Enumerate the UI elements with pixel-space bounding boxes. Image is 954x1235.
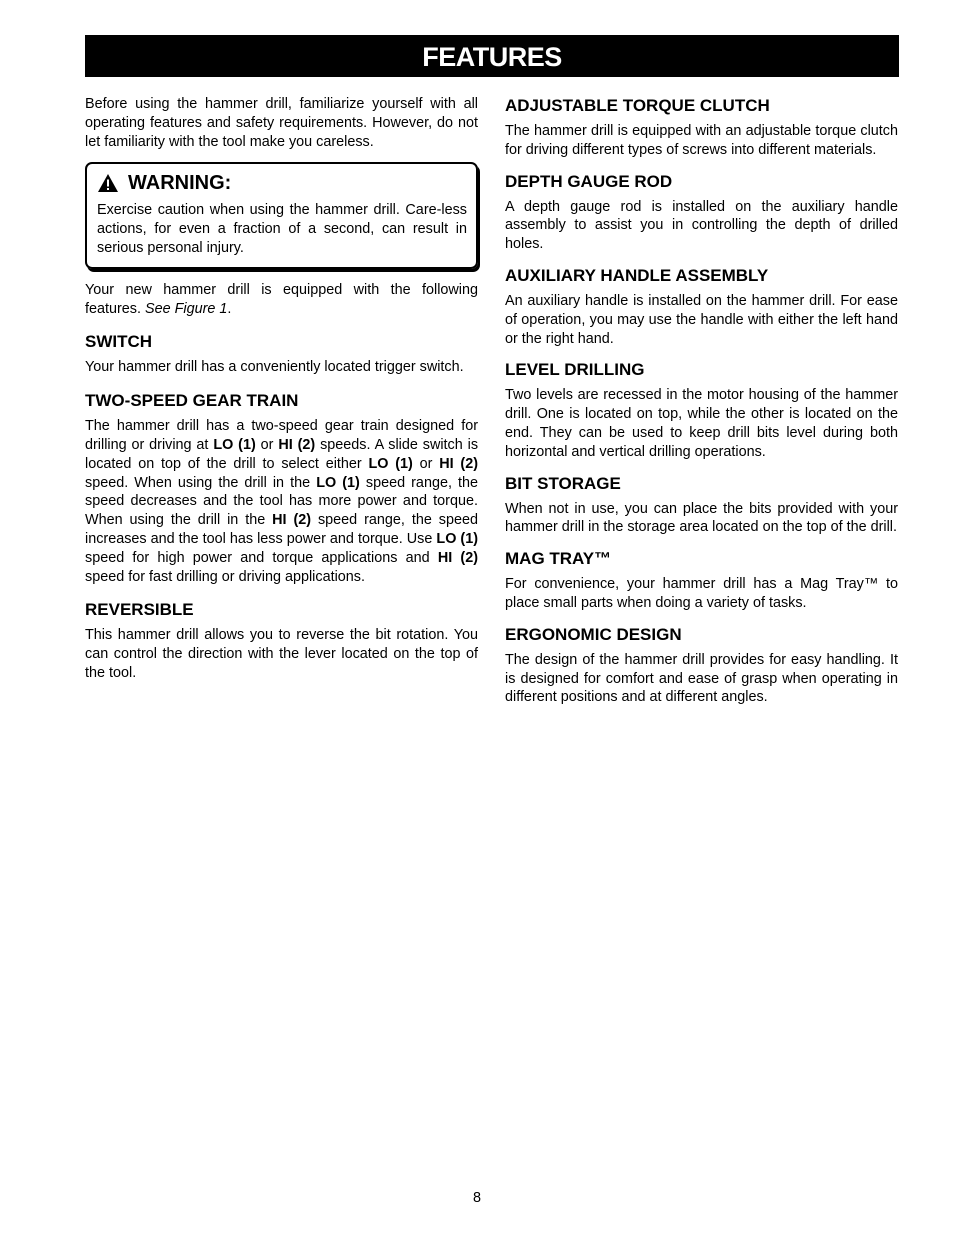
section-gear-train: [85, 390, 478, 586]
section-bit-storage: [505, 473, 898, 538]
switch-heading: SWITCH: [85, 332, 153, 352]
section-depth: [505, 171, 898, 254]
warning-heading: WARNING:: [128, 172, 232, 195]
switch-text: Your hammer drill has a conveniently located trigger switch.: [85, 359, 464, 376]
warning-text: Exercise caution when using the hammer drill. Care-less actions, for even a fraction of a second, can result in serious personal injury.: [97, 202, 467, 256]
warning-box: [85, 162, 478, 268]
level-text: Two levels are recessed in the motor housing of the hammer drill. One is located on top, while the other is located on the end. They can be used to keep drill bits level during both horizontal and vertical drilling operations.: [505, 387, 898, 460]
left-column: [85, 95, 478, 683]
intro-paragraph: Before using the hammer drill, familiarize yourself with all operating features and safety requirements. However, do not let familiarity with the tool make you careless.: [85, 96, 478, 150]
page-number: 8: [472, 1190, 481, 1206]
section-mag-tray: [505, 548, 898, 613]
section-aux-handle: [505, 265, 898, 348]
equipped-paragraph: [85, 281, 478, 319]
bits-text: When not in use, you can place the bits provided with your hammer drill in the storage area located on the top of the drill.: [505, 500, 898, 536]
figure-reference: See Figure 1: [145, 300, 228, 317]
section-ergonomic: [505, 624, 898, 707]
page-title-bar: [85, 35, 899, 77]
ergo-text: The design of the hammer drill provides for easy handling. It is designed for comfort and ease of grasp when operating in different positions and at different angles.: [505, 651, 898, 706]
depth-text: A depth gauge rod is installed on the auxiliary handle assembly to assist you in controlling the depth of drilled holes.: [505, 198, 898, 253]
depth-heading: DEPTH GAUGE ROD: [505, 171, 673, 191]
gear-text: The hammer drill has a two-speed gear train designed for drilling or driving at LO (1) or HI (2) speeds. A slide switch is located on top of the drill to select either LO (1) or HI (2) speed. When using the drill in the LO (1) speed range, the speed decreases and the tool has more power and torque. When using the drill in the HI (2) speed range, the speed increases and the tool has less power and torque. Use LO (1) speed for high power and torque applications and HI (2) speed for fast drilling or driving applications.: [85, 418, 479, 585]
equipped-text: Your new hammer drill is equipped with the following features.: [85, 281, 478, 317]
section-switch: [85, 331, 478, 377]
right-column: [505, 95, 898, 707]
torque-text: The hammer drill is equipped with an adjustable torque clutch for driving different types of screws into different materials.: [505, 123, 898, 158]
ergo-heading: ERGONOMIC DESIGN: [505, 624, 682, 644]
warning-triangle-icon: [97, 173, 119, 193]
gear-heading: TWO-SPEED GEAR TRAIN: [85, 391, 299, 411]
warning-header: [97, 171, 467, 195]
section-level: [505, 359, 898, 461]
equipped-end: .: [227, 300, 232, 317]
mag-heading: MAG TRAY™: [505, 549, 612, 569]
mag-text: For convenience, your hammer drill has a Mag Tray™ to place small parts when doing a variety of tasks.: [505, 576, 898, 611]
level-heading: LEVEL DRILLING: [505, 360, 645, 380]
aux-text: An auxiliary handle is installed on the hammer drill. For ease of operation, you may use the handle with either the left hand or the right hand.: [505, 292, 898, 347]
bits-heading: BIT STORAGE: [505, 473, 621, 493]
aux-heading: AUXILIARY HANDLE ASSEMBLY: [505, 265, 769, 285]
reversible-text: This hammer drill allows you to reverse the bit rotation. You can control the direction with the lever located on the top of the tool.: [85, 627, 478, 681]
section-torque: [505, 95, 898, 160]
section-reversible: [85, 599, 478, 682]
torque-heading: ADJUSTABLE TORQUE CLUTCH: [505, 96, 770, 115]
page-title: FEATURES: [422, 42, 562, 72]
reversible-heading: REVERSIBLE: [85, 600, 194, 620]
